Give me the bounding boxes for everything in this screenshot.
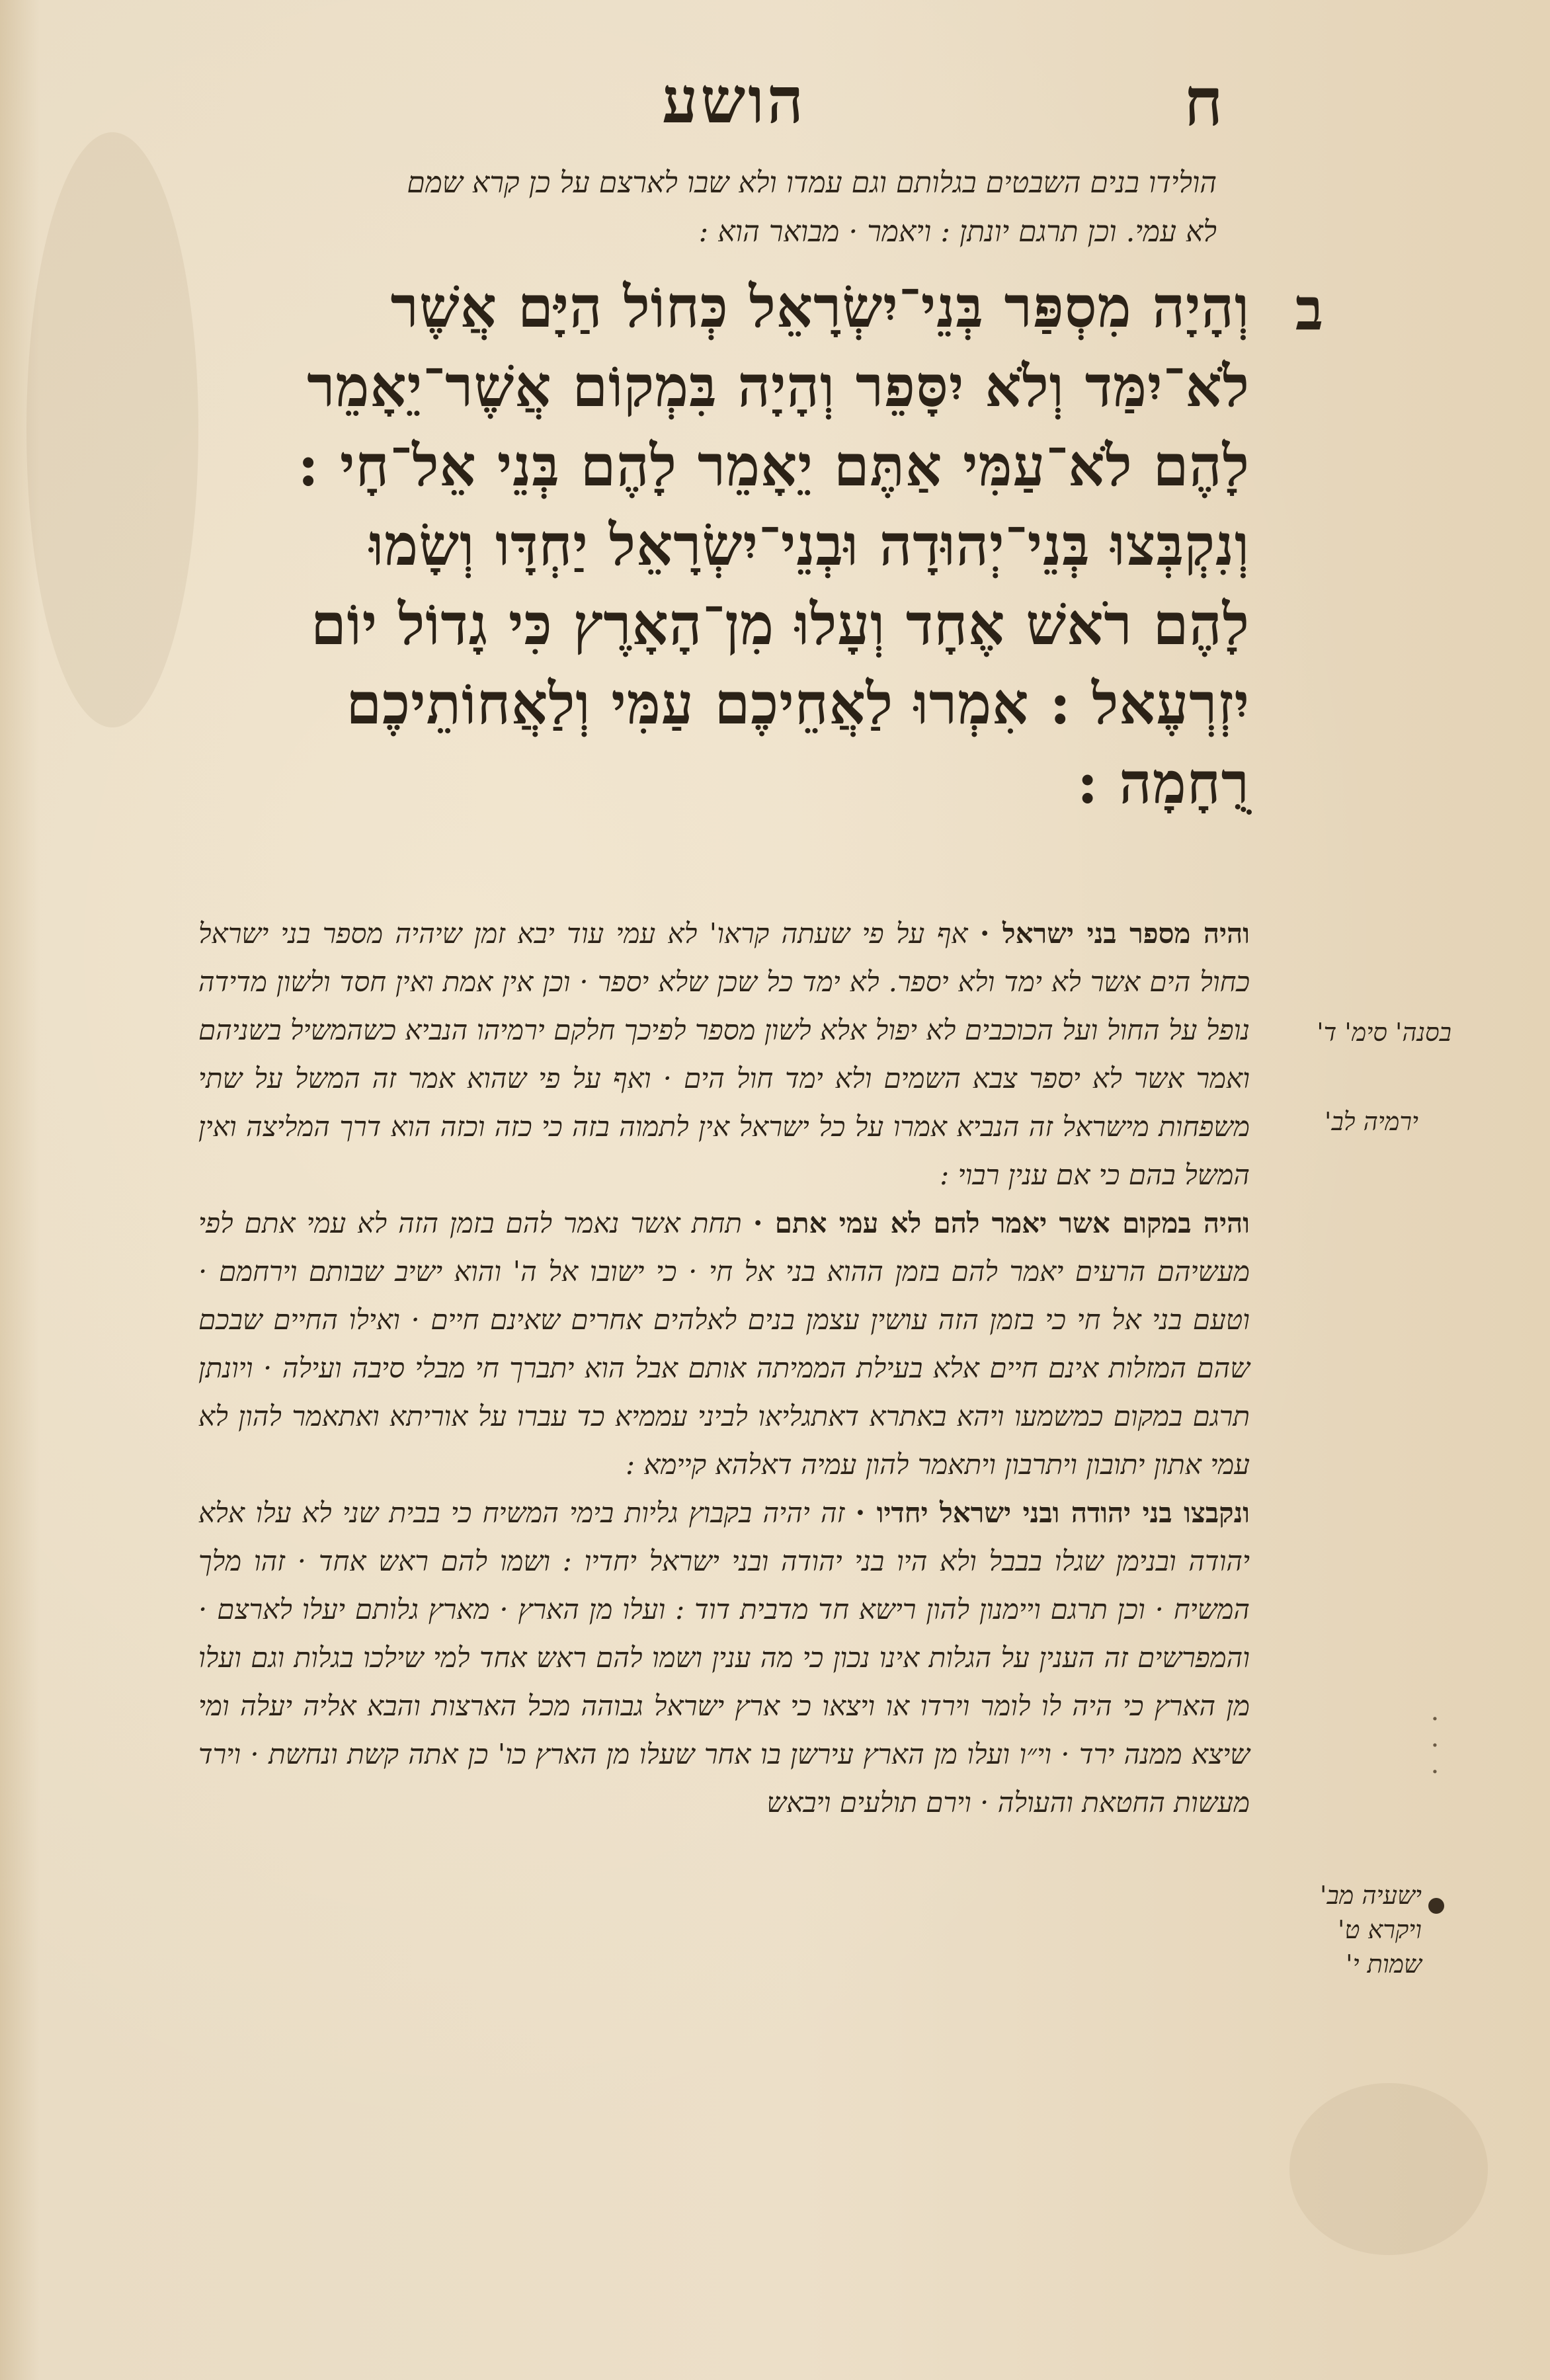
verse-line: לָהֶם לֹא־עַמִּי אַתֶּם יֵאָמֵר לָהֶם בְּנֵי אֵל־חָי : [298,432,1250,499]
intro-line: הולידו בנים השבטים בגלותם וגם עמדו ולא שבו לארצם על כן קרא שמם [407,166,1217,200]
margin-note-2 [1280,1104,1418,1144]
commentary-lemma: והיה במקום אשר יאמר להם לא עמי אתם · [753,1207,1250,1239]
commentary-paragraph [198,909,1250,1199]
margin-note-1 [1280,1015,1451,1055]
verse-line: וְהָיָה מִסְפַּר בְּנֵי־יִשְׂרָאֵל כְּחוֹל הַיָּם אֲשֶׁר [390,274,1250,341]
running-head-title: הושע [661,63,807,138]
commentary-text: זה יהיה בקבוץ גליות בימי המשיח כי בבית שני לא עלו אלא יהודה ובנימן שגלו בבבל ולא היו בני יהודה ובני ישראל יחדיו : ושמו להם ראש אחד · זהו מלך המשיח · וכן תרגם ויימנון להון רישא חד מדבית דוד : ועלו מן הארץ · מארץ גלותם יעלו לארצם · והמפרשים זה הענין על הגלות אינו נכון כי מה ענין ושמו להם ראש אחד למי שילכו בגלות וגם ועלו מן הארץ כי היה לו לומר וירדו או ויצאו כי ארץ ישראל גבוהה מכל הארצות והבא אליה יעלה ומי שיצא ממנה ירד · וי״ו ועלו מן הארץ עירשן בו אחר שעלו מן הארץ כו' כן אתה קשת ונחשת · וירד מעשות החטאת והעולה · וירם תולעים ויבאש [198,1497,1250,1819]
margin-note-3 [1256,1878,1422,1990]
chapter-number: ח [1184,63,1223,141]
intro-line: לא עמי. וכן תרגם יונתן : ויאמר · מבואר הוא : [698,215,1217,249]
commentary-text: אף על פי שעתה קראו' לא עמי עוד יבא זמן שיהיה מספר בני ישראל כחול הים אשר לא ימד ולא יספר. לא ימד כל שכן שלא יספר · וכן אין אמת ואין חסד ולשון מדידה נופל על החול ועל הכוכבים לא יפול אלא לשון מספר לפיכך חלקם ירמיהו הנביא כשהמשיל בשניהם ואמר אשר לא יספר צבא השמים ולא ימד חול הים · ואף על פי שהוא אמר זה המשל על שתי משפחות מישראל זה הנביא אמרו על כל ישראל אין לתמוה בזה כי כזה וכזה הוא דרך המליצה ואין המשל בהם כי אם ענין רבוי : [198,917,1250,1191]
margin-note-line: ירמיה לב' [1325,1107,1418,1136]
margin-bullet-icon [1428,1898,1444,1914]
margin-note-line: ישעיה מב' [1320,1881,1422,1910]
verse-line: יִזְרְעֶאל : אִמְרוּ לַאֲחֵיכֶם עַמִּי וְלַאֲחוֹתֵיכֶם [346,671,1250,737]
margin-note-line: בסנה' סימ' ד' [1317,1018,1451,1047]
commentary-paragraph [198,1489,1250,1826]
paper-stain [26,132,198,727]
commentary-lemma: והיה מספר בני ישראל · [979,917,1250,950]
margin-note-line: ויקרא ט' [1338,1915,1422,1944]
verse-line: לָהֶם רֹאשׁ אֶחָד וְעָלוּ מִן־הָאָרֶץ כִּי גָדוֹל יוֹם [310,591,1250,658]
paper-stain [1289,2083,1488,2255]
commentary-block [198,909,1250,2086]
intro-commentary [192,159,1217,265]
verse-text [192,268,1250,906]
margin-note-line: שמות י' [1346,1949,1422,1979]
commentary-paragraph [198,1199,1250,1489]
verse-line: רֻחָמָה : [1077,750,1250,817]
verse-marker: ב [1295,274,1324,343]
verse-line: לֹא־יִמַּד וְלֹא יִסָּפֵר וְהָיָה בִּמְקוֹם אֲשֶׁר־יֵאָמֵר [307,353,1250,420]
commentary-lemma: ונקבצו בני יהודה ובני ישראל יחדיו · [855,1497,1250,1529]
margin-dots: · · · [1430,1704,1440,1787]
commentary-text: תחת אשר נאמר להם בזמן הזה לא עמי אתם לפי מעשיהם הרעים יאמר להם בזמן ההוא בני אל חי · כי ישובו אל ה' והוא ישיב שבותם וירחמם · וטעם בני אל חי כי בזמן הזה עושין עצמן בנים לאלהים אחרים שאינם חיים · ואילו החיים שבכם שהם המזלות אינם חיים אלא בעילת הממיתה אותם אבל הוא יתברך חי מבלי סיבה ועילה · ויונתן תרגם במקום כמשמעו ויהא באתרא דאתגליאו לביני עממיא כד עברו על אוריתא ואתאמר להון לא עמי אתון יתובון ויתרבון ויתאמר להון עמיה דאלהא קיימא : [198,1207,1250,1481]
verse-line: וְנִקְבְּצוּ בְּנֵי־יְהוּדָה וּבְנֵי־יִשְׂרָאֵל יַחְדָּו וְשָׂמוּ [369,512,1250,579]
